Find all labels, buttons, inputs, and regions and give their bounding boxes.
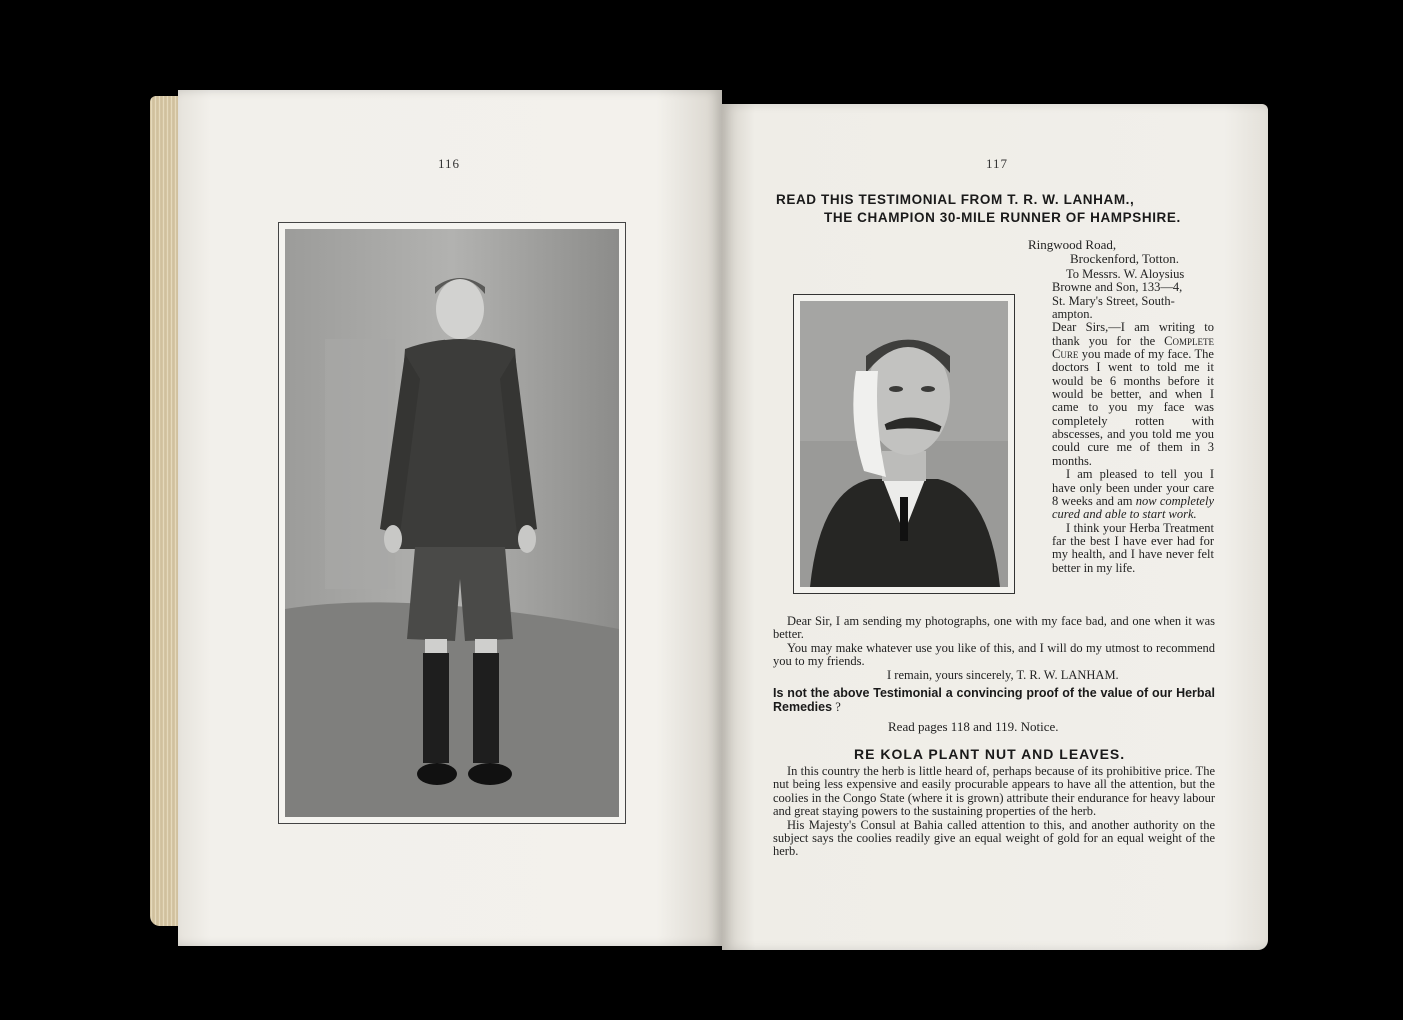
man-photo-frame — [793, 294, 1015, 594]
para2-text-a: I am pleased to tell you I have only been under your care 8 weeks and am — [1052, 467, 1214, 508]
kola-para1: In this country the herb is little heard of, perhaps because of its prohibitive price. The nut being less expensive and easily procurable appears to have all the attention, but the coolies in the Congo State (where it is grown) attribute their endurance for heavy labour and great staying powers to the sustaining properties of the herb. — [773, 764, 1215, 819]
notice-line: Read pages 118 and 119. Notice. — [888, 719, 1059, 734]
question-text: Is not the above Testimonial a convincing proof of the value of our Herbal Remedies — [773, 686, 1215, 714]
testimonial-para2 — [1052, 468, 1214, 521]
kola-heading: RE KOLA PLANT NUT AND LEAVES. — [854, 746, 1126, 762]
kola-para2: His Majesty's Consul at Bahia called attention to this, and another authority on the subject says the coolies readily give an equal weight of gold for an equal weight of the herb. — [773, 817, 1215, 859]
address-line1: Ringwood Road, — [1028, 237, 1117, 252]
testimonial-signature: I remain, yours sincerely, T. R. W. LANHAM. — [887, 667, 1119, 682]
testimonial-heading-line1: READ THIS TESTIMONIAL FROM T. R. W. LANHAM., — [776, 192, 1135, 207]
testimonial-para1 — [1052, 321, 1214, 468]
testimonial-question — [773, 686, 1215, 714]
testimonial-para3: I think your Herba Treatment far the best I have ever had for my health, and I have never felt better in my life. — [1052, 520, 1214, 575]
testimonial-para4: Dear Sir, I am sending my photographs, one with my face bad, and one when it was better. — [773, 614, 1215, 642]
page-number-left: 116 — [438, 156, 461, 171]
testimonial-heading-line2: THE CHAMPION 30-MILE RUNNER OF HAMPSHIRE. — [824, 210, 1181, 225]
para1-text-c: you made of my face. The doctors I went to told me it would be 6 months before it would be better, and when I came to you my face was completely rotten with abscesses, and you told me you could cure me of them in 3 months. — [1052, 347, 1214, 468]
recipient-line2: Browne and Son, 133—4, — [1052, 280, 1183, 295]
recipient-line4: ampton. — [1052, 307, 1093, 322]
boy-photo-illustration — [285, 229, 619, 817]
question-mark: ? — [832, 700, 841, 714]
testimonial-column — [1052, 268, 1214, 575]
para1-complete-cure: Complete Cure — [1052, 333, 1214, 362]
para2-italic: now completely cured and able to start work. — [1052, 493, 1214, 522]
address-line2: Brockenford, Totton. — [1070, 251, 1179, 266]
testimonial-closing-block — [773, 615, 1215, 682]
testimonial-para5: You may make whatever use you like of this, and I will do my utmost to recommend you to my friends. — [773, 640, 1215, 669]
boy-photo — [285, 229, 619, 817]
para1-text-a: Dear Sirs,—I am writing to thank you for the — [1052, 320, 1214, 348]
page-number-right: 117 — [986, 156, 1009, 171]
man-photo-illustration — [800, 301, 1008, 587]
kola-block — [773, 765, 1215, 859]
man-photo — [800, 301, 1008, 587]
boy-photo-frame — [278, 222, 626, 824]
recipient-line1: To Messrs. W. Aloysius — [1066, 267, 1185, 281]
recipient-line3: St. Mary's Street, South- — [1052, 293, 1175, 308]
